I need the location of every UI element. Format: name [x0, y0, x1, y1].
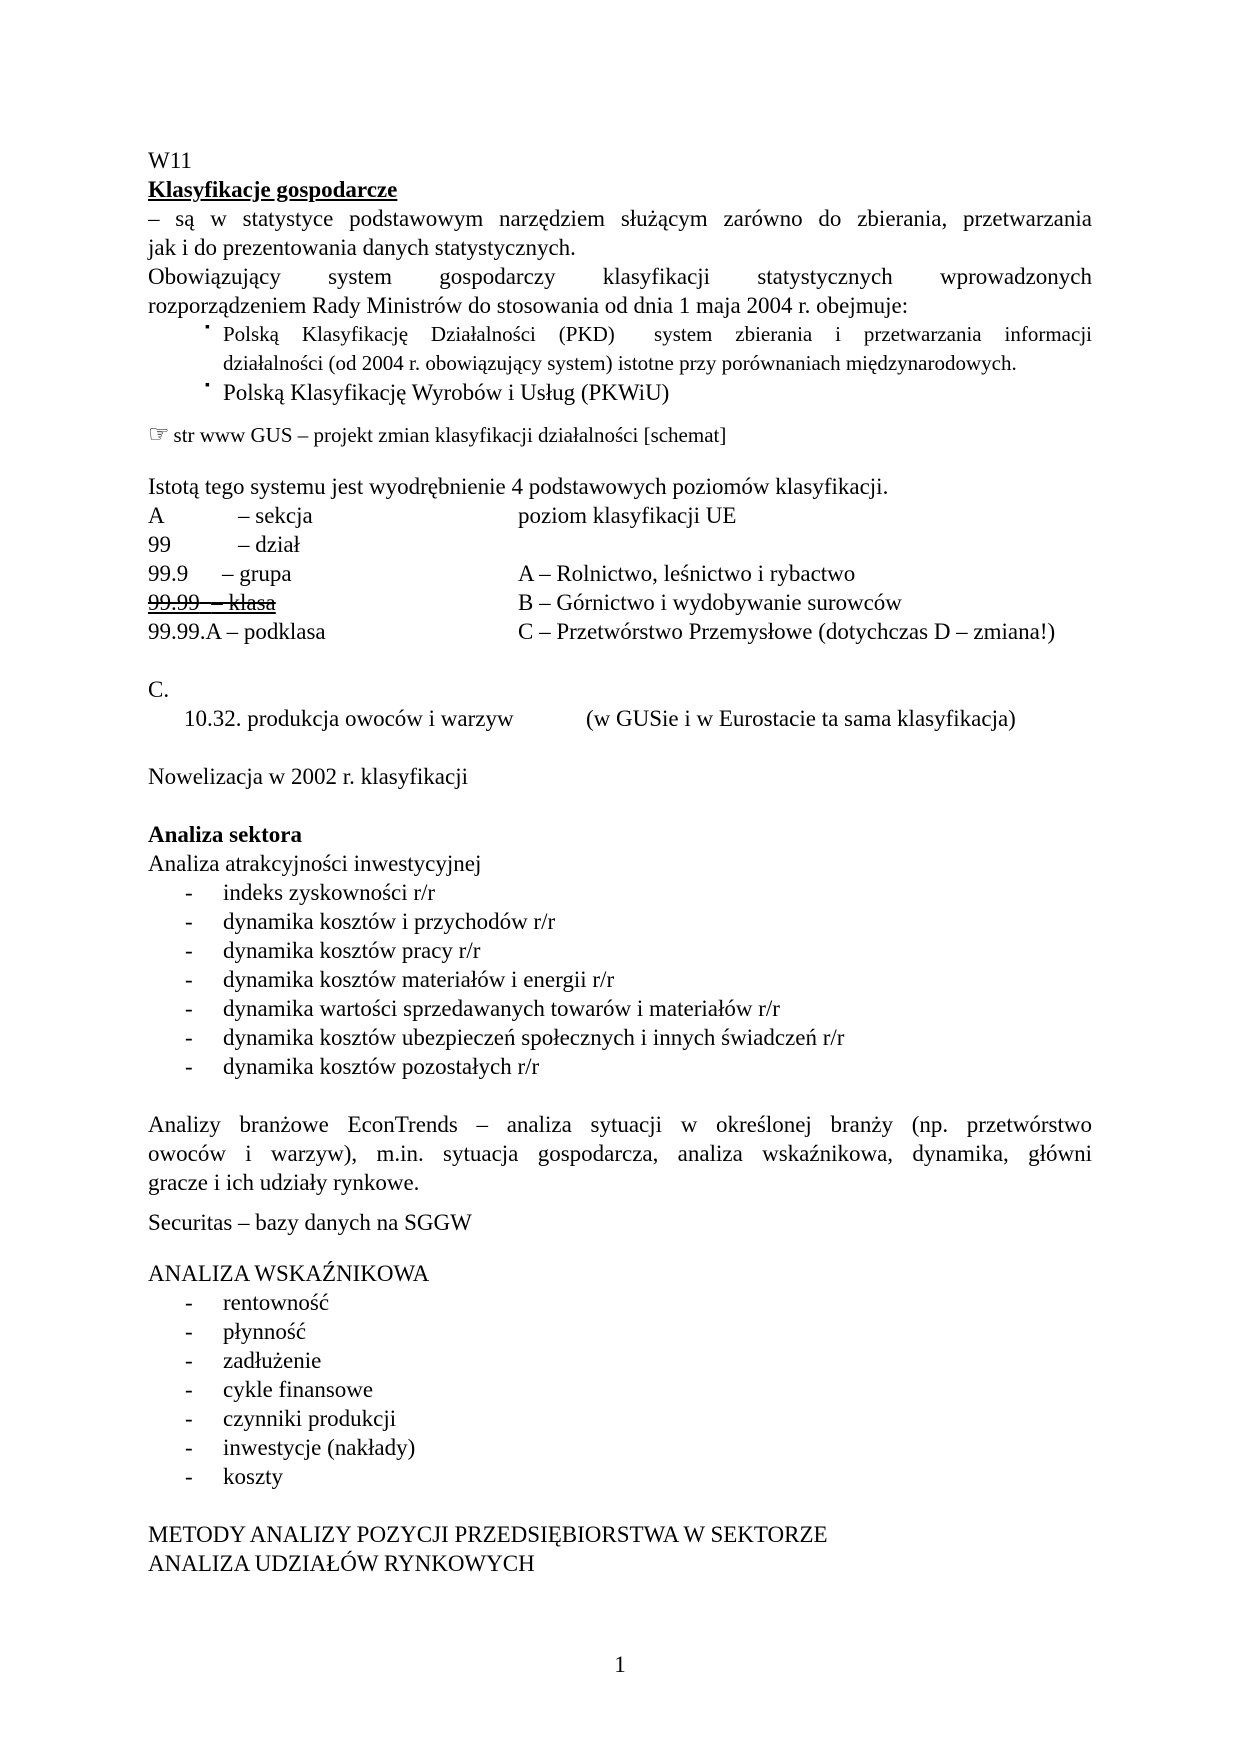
dash-bullet-icon: - [185, 1348, 193, 1373]
paragraph-2-line-2: rozporządzeniem Rady Ministrów do stosowania od dnia 1 maja 2004 r. obejmuje: [148, 293, 909, 318]
level-label: – dział [238, 532, 300, 557]
level-note: poziom klasyfikacji UE [518, 503, 737, 528]
dash-bullet-icon: - [185, 1054, 193, 1079]
dash-bullet-icon: - [185, 1290, 193, 1315]
dash-bullet-icon: - [185, 1464, 193, 1489]
heading-metody-line-2: ANALIZA UDZIAŁÓW RYNKOWYCH [148, 1551, 535, 1576]
levels-table [148, 501, 1092, 646]
list-item: - czynniki produkcji [185, 1406, 397, 1431]
heading-metody-line-1: METODY ANALIZY POZYCJI PRZEDSIĘBIORSTWA W SEKTORZE [148, 1522, 828, 1547]
list-item: - dynamika kosztów pozostałych r/r [185, 1054, 540, 1079]
gus-note-text: str www GUS – projekt zmian klasyfikacji działalności [schemat] [173, 423, 727, 447]
dash-bullet-icon: - [185, 938, 193, 963]
section-c-label: C. [148, 677, 170, 702]
securitas-note: Securitas – bazy danych na SGGW [148, 1210, 472, 1235]
level-code: 99.99.A – podklasa [148, 619, 326, 644]
novelization-note: Nowelizacja w 2002 r. klasyfikacji [148, 764, 468, 789]
level-code: 99.99 – klasa [148, 590, 276, 615]
essence-sentence: Istotą tego systemu jest wyodrębnienie 4 podstawowych poziomów klasyfikacji. [148, 474, 889, 499]
paragraph-1-line-1: – są w statystyce podstawowym narzędziem służącym zarówno do zbierania, przetwarzania [148, 206, 1092, 231]
doc-code: W11 [148, 148, 192, 173]
list-item: - koszty [185, 1464, 284, 1489]
square-bullet-icon: ▪ [205, 378, 210, 393]
dash-bullet-icon: - [185, 1025, 193, 1050]
square-bullet-icon: ▪ [205, 320, 210, 335]
list-item: - zadłużenie [185, 1348, 322, 1373]
ratio-list [148, 1288, 1092, 1491]
pkd-line-1: Polską Klasyfikację Działalności (PKD)  system zbierania i przetwarzania informacji [223, 322, 1092, 346]
dash-bullet-icon: - [185, 996, 193, 1021]
level-row [148, 588, 1092, 617]
dash-bullet-icon: - [185, 1406, 193, 1431]
level-note: C – Przetwórstwo Przemysłowe (dotychczas D – zmiana!) [518, 619, 1056, 644]
list-item-pkwiu [148, 378, 1092, 407]
econtrends-line-3: gracze i ich udziały rynkowe. [148, 1170, 420, 1195]
econtrends-line-1: Analizy branżowe EconTrends – analiza sytuacji w określonej branży (np. przetwórstwo [148, 1112, 1092, 1137]
dash-bullet-icon: - [185, 967, 193, 992]
example-note: (w GUSie i w Eurostacie ta sama klasyfikacja) [586, 706, 1016, 731]
list-item: - rentowność [185, 1290, 330, 1315]
dash-bullet-icon: - [185, 1319, 193, 1344]
list-item: - indeks zyskowności r/r [185, 880, 436, 905]
list-item: - dynamika kosztów materiałów i energii r/r [185, 967, 615, 992]
example-row [148, 704, 1092, 733]
attractiveness-list [148, 878, 1092, 1081]
level-code: A [148, 503, 165, 528]
list-item: - cykle finansowe [185, 1377, 374, 1402]
pkd-line-2: działalności (od 2004 r. obowiązujący system) istotne przy porównaniach międzynarodowych. [223, 351, 1017, 375]
heading-klasyfikacje: Klasyfikacje gospodarcze [148, 177, 398, 202]
attractiveness-title: Analiza atrakcyjności inwestycyjnej [148, 851, 482, 876]
level-code: 99.9 [148, 561, 189, 586]
list-item: - dynamika kosztów ubezpieczeń społecznych i innych świadczeń r/r [185, 1025, 845, 1050]
heading-analiza-wskaznikowa: ANALIZA WSKAŹNIKOWA [148, 1261, 430, 1286]
list-item: - dynamika wartości sprzedawanych towarów i materiałów r/r [185, 996, 780, 1021]
list-item: - inwestycje (nakłady) [185, 1435, 416, 1460]
level-row [148, 530, 1092, 559]
example-code: 10.32. produkcja owoców i warzyw [184, 706, 514, 731]
dash-bullet-icon: - [185, 880, 193, 905]
econtrends-line-2: owoców i warzyw), m.in. sytuacja gospodarcza, analiza wskaźnikowa, dynamika, główni [148, 1141, 1092, 1166]
level-note: A – Rolnictwo, leśnictwo i rybactwo [518, 561, 856, 586]
pointing-hand-icon: ☞ [148, 422, 170, 448]
gus-note [148, 421, 1092, 450]
dash-bullet-icon: - [185, 1377, 193, 1402]
level-code: 99 [148, 532, 171, 557]
level-label: – grupa [222, 561, 292, 586]
level-row [148, 559, 1092, 588]
list-item: - dynamika kosztów pracy r/r [185, 938, 481, 963]
paragraph-2-line-1: Obowiązujący system gospodarczy klasyfikacji statystycznych wprowadzonych [148, 264, 1092, 289]
paragraph-1-line-2: jak i do prezentowania danych statystycznych. [148, 235, 576, 260]
document-page [148, 146, 1092, 1578]
dash-bullet-icon: - [185, 1435, 193, 1460]
level-label: – sekcja [238, 503, 313, 528]
level-note: B – Górnictwo i wydobywanie surowców [518, 590, 902, 615]
pkwiu-text: Polską Klasyfikację Wyrobów i Usług (PKWiU) [223, 380, 670, 405]
heading-analiza-sektora: Analiza sektora [148, 822, 302, 847]
dash-bullet-icon: - [185, 909, 193, 934]
list-item: - dynamika kosztów i przychodów r/r [185, 909, 556, 934]
list-item-pkd [148, 320, 1092, 378]
list-item: - płynność [185, 1319, 307, 1344]
page-number: 1 [614, 1652, 626, 1677]
level-row [148, 617, 1092, 646]
level-row [148, 501, 1092, 530]
